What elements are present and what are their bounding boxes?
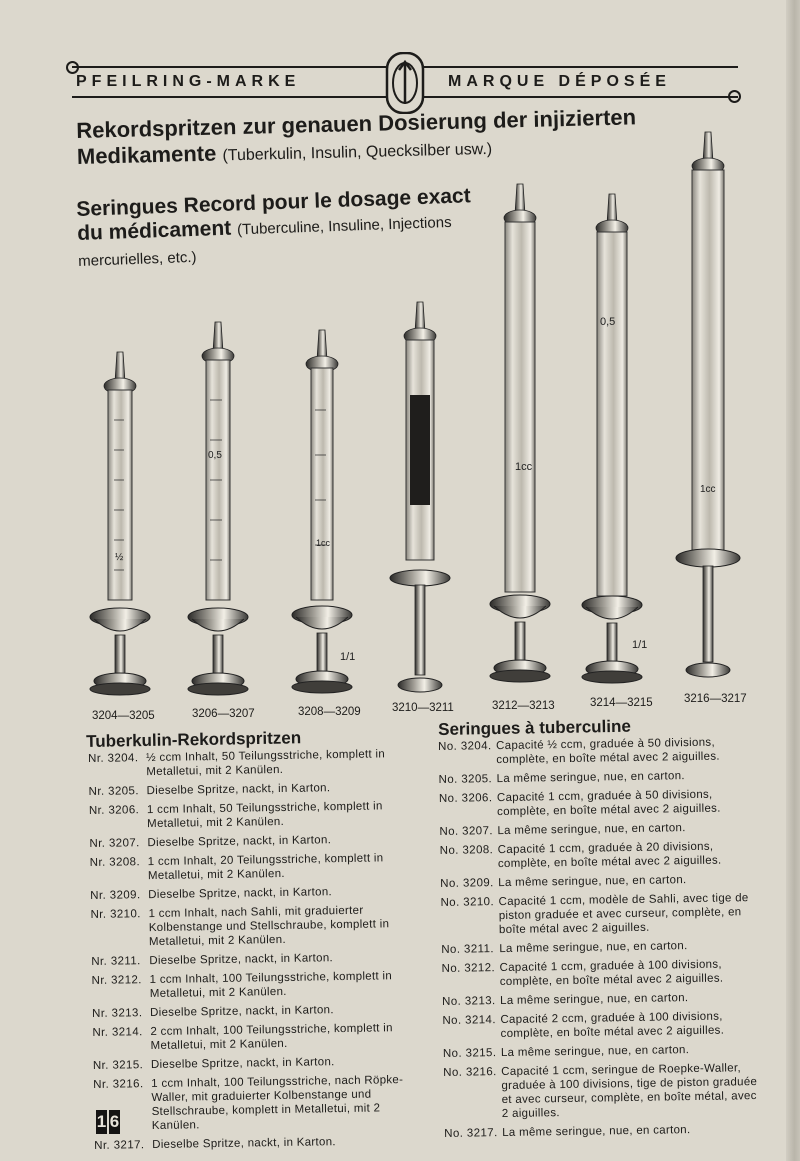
item-description: 1 ccm Inhalt, 100 Teilungsstriche, nach Röpke-Waller, mit graduierter Kolbenstange und Stellschraube, komplett in Metalletui, mit 2 Kanülen. xyxy=(151,1074,404,1133)
item-number: Nr. 3215. xyxy=(92,1059,144,1072)
item-description: Capacité 1 ccm, graduée à 100 divisions, complète, en boîte métal avec 2 aiguilles. xyxy=(499,958,724,989)
item-number: No. 3204. xyxy=(438,740,492,753)
item-number: Nr. 3213. xyxy=(92,1007,143,1020)
list-item xyxy=(89,780,411,799)
list-item xyxy=(91,969,413,1002)
banner-rule xyxy=(424,96,738,98)
model-label: 3208—3209 xyxy=(298,706,361,718)
list-item xyxy=(438,735,756,768)
item-description: La même seringue, nue, en carton. xyxy=(502,1124,691,1140)
item-number: Nr. 3210. xyxy=(90,908,141,921)
syringe-3206 xyxy=(188,322,248,695)
item-description: Capacité 1 ccm, graduée à 50 divisions, complète, en boîte métal avec 2 aiguilles. xyxy=(496,788,721,819)
item-description: Dieselbe Spritze, nackt, in Karton. xyxy=(152,1136,336,1152)
model-label: 3212—3213 xyxy=(492,700,555,712)
list-item xyxy=(441,957,759,990)
item-description: La même seringue, nue, en carton. xyxy=(497,822,686,838)
headline-german-sub: (Tuberkulin, Insulin, Quecksilber usw.) xyxy=(222,140,493,165)
banner-rule xyxy=(424,66,738,68)
item-description: La même seringue, nue, en carton. xyxy=(500,992,689,1008)
item-number: No. 3210. xyxy=(440,896,495,909)
list-item xyxy=(442,1009,760,1042)
list-item xyxy=(443,1042,761,1061)
item-number: Nr. 3205. xyxy=(88,785,139,798)
item-number: No. 3207. xyxy=(439,825,494,838)
item-description: La même seringue, nue, en carton. xyxy=(498,874,687,890)
item-description: La même seringue, nue, en carton. xyxy=(500,1044,690,1060)
list-item xyxy=(91,950,413,969)
item-description: 1 ccm Inhalt, nach Sahli, mit graduierter Kolbenstange und Stellschraube, komplett in Metalletui, mit 2 Kanülen. xyxy=(148,904,390,949)
item-description: Capacité 1 ccm, seringue de Roepke-Waller, graduée à 100 divisions, tige de piston graduée et avec curseur, complète, en boîte métal, avec 2 aiguilles. xyxy=(501,1062,758,1121)
item-number: No. 3209. xyxy=(440,877,494,890)
syringe-3204 xyxy=(90,352,150,695)
syringe-mark: 1/1 xyxy=(340,651,356,663)
item-number: No. 3211. xyxy=(441,943,495,956)
item-description: 1 ccm Inhalt, 20 Teilungsstriche, komplett in Metalletui, mit 2 Kanülen. xyxy=(147,852,384,883)
item-number: Nr. 3211. xyxy=(91,955,141,968)
list-item xyxy=(444,1122,762,1141)
list-item xyxy=(441,938,759,957)
item-description: La même seringue, nue, en carton. xyxy=(499,940,688,956)
syringe-mark: 1cc xyxy=(316,538,331,548)
banner-rule xyxy=(72,96,388,98)
syringe-mark: 0,5 xyxy=(208,450,222,461)
list-item xyxy=(90,903,413,950)
headline-german-line1: Rekordspritzen zur genauen Dosierung der injizierten xyxy=(76,104,637,143)
list-item xyxy=(442,990,760,1009)
item-description: 2 ccm Inhalt, 100 Teilungsstriche, komplett in Metalletui, mit 2 Kanülen. xyxy=(150,1022,393,1053)
page-number xyxy=(96,1110,120,1134)
item-number: No. 3217. xyxy=(444,1127,498,1140)
list-item xyxy=(93,1054,415,1073)
syringe-mark: ½ xyxy=(115,552,124,563)
list-item xyxy=(439,768,757,787)
list-item xyxy=(94,1134,416,1153)
item-number: No. 3205. xyxy=(438,773,493,786)
item-number: No. 3212. xyxy=(441,962,496,975)
syringe-illustrations xyxy=(0,120,790,720)
list-item xyxy=(88,747,410,780)
list-item xyxy=(92,1002,414,1021)
german-product-list xyxy=(88,747,416,1158)
headline-french-line1: Seringues Record pour le dosage exact xyxy=(76,184,472,221)
item-description: Dieselbe Spritze, nackt, in Karton. xyxy=(146,782,331,798)
syringe-mark: 1cc xyxy=(700,484,716,495)
list-item xyxy=(439,787,757,820)
syringe-3208 xyxy=(292,330,355,693)
syringe-drawing xyxy=(0,120,790,720)
item-number: No. 3208. xyxy=(439,844,494,857)
item-description: Capacité 1 ccm, modèle de Sahli, avec tige de piston graduée et avec curseur, complète, en boîte métal avec 2 aiguilles. xyxy=(498,892,749,937)
item-description: Capacité 1 ccm, graduée à 20 divisions, complète, en boîte métal avec 2 aiguilles. xyxy=(497,840,722,871)
headline-german-line2: Medikamente xyxy=(76,140,217,169)
list-item xyxy=(93,1073,416,1134)
item-description: Dieselbe Spritze, nackt, in Karton. xyxy=(149,952,334,968)
syringe-3214 xyxy=(582,194,647,683)
item-description: Dieselbe Spritze, nackt, in Karton. xyxy=(150,1004,334,1020)
syringe-mark: 0,5 xyxy=(600,316,616,328)
list-item xyxy=(440,891,759,938)
item-number: Nr. 3217. xyxy=(94,1139,145,1152)
scroll-curl-icon xyxy=(728,90,741,103)
french-product-list xyxy=(438,735,762,1146)
item-number: No. 3214. xyxy=(442,1014,496,1027)
french-list-title: Seringues à tuberculine xyxy=(438,716,632,739)
syringe-3210 xyxy=(390,302,450,692)
arrow-ring-logo-icon xyxy=(385,52,425,114)
item-description: Dieselbe Spritze, nackt, in Karton. xyxy=(148,886,333,902)
model-label: 3206—3207 xyxy=(192,708,255,720)
list-item xyxy=(439,820,757,839)
list-item xyxy=(440,839,758,872)
item-number: Nr. 3212. xyxy=(91,974,142,987)
item-description: La même seringue, nue, en carton. xyxy=(496,770,685,786)
item-number: Nr. 3204. xyxy=(88,752,139,765)
banner-rule xyxy=(72,66,388,68)
item-number: Nr. 3208. xyxy=(89,856,141,869)
model-label: 3204—3205 xyxy=(92,710,155,722)
list-item xyxy=(90,851,412,884)
list-item xyxy=(92,1021,414,1054)
list-item xyxy=(89,832,411,851)
item-number: Nr. 3216. xyxy=(93,1078,144,1091)
headline-french-sub1: (Tuberculine, Insuline, Injections xyxy=(236,213,452,239)
syringe-mark: 1cc xyxy=(515,461,533,473)
item-description: Capacité 2 ccm, graduée à 100 divisions, complète, en boîte métal avec 2 aiguilles. xyxy=(500,1010,725,1041)
list-item xyxy=(440,872,758,891)
model-label: 3216—3217 xyxy=(684,693,747,705)
german-list-title: Tuberkulin-Rekordspritzen xyxy=(86,728,302,751)
item-description: ½ ccm Inhalt, 50 Teilungsstriche, komplett in Metalletui, mit 2 Kanülen. xyxy=(146,748,386,779)
item-number: No. 3215. xyxy=(442,1047,497,1060)
item-description: 1 ccm Inhalt, 50 Teilungsstriche, komplett in Metalletui, mit 2 Kanülen. xyxy=(146,800,383,831)
item-number: Nr. 3207. xyxy=(89,837,140,850)
syringe-3216 xyxy=(676,132,740,677)
item-number: Nr. 3214. xyxy=(92,1026,143,1039)
headline-french-line2: du médicament xyxy=(76,216,232,245)
list-item xyxy=(443,1061,762,1122)
item-description: 1 ccm Inhalt, 100 Teilungsstriche, komplett in Metalletui, mit 2 Kanülen. xyxy=(149,970,393,1001)
model-label: 3214—3215 xyxy=(590,697,653,709)
item-description: Dieselbe Spritze, nackt, in Karton. xyxy=(147,834,332,850)
syringe-mark: 1/1 xyxy=(632,639,648,651)
item-number: Nr. 3209. xyxy=(90,889,141,902)
item-number: No. 3216. xyxy=(443,1066,497,1079)
item-number: Nr. 3206. xyxy=(88,804,140,817)
headline-french-sub2: mercurielles, etc.) xyxy=(77,248,197,270)
banner-right-text: MARQUE DÉPOSÉE xyxy=(448,73,671,90)
page-number-digit: 1 xyxy=(96,1110,107,1134)
item-description: Capacité ½ ccm, graduée à 50 divisions, complète, en boîte métal avec 2 aiguilles. xyxy=(496,736,720,767)
item-number: No. 3206. xyxy=(438,792,493,805)
item-description: Dieselbe Spritze, nackt, in Karton. xyxy=(150,1056,335,1072)
list-item xyxy=(90,884,412,903)
banner-left-text: PFEILRING-MARKE xyxy=(76,73,301,90)
model-label: 3210—3211 xyxy=(392,702,454,714)
syringe-3212 xyxy=(490,184,550,682)
page-number-digit: 6 xyxy=(109,1110,120,1134)
item-number: No. 3213. xyxy=(442,995,496,1008)
list-item xyxy=(89,799,411,832)
